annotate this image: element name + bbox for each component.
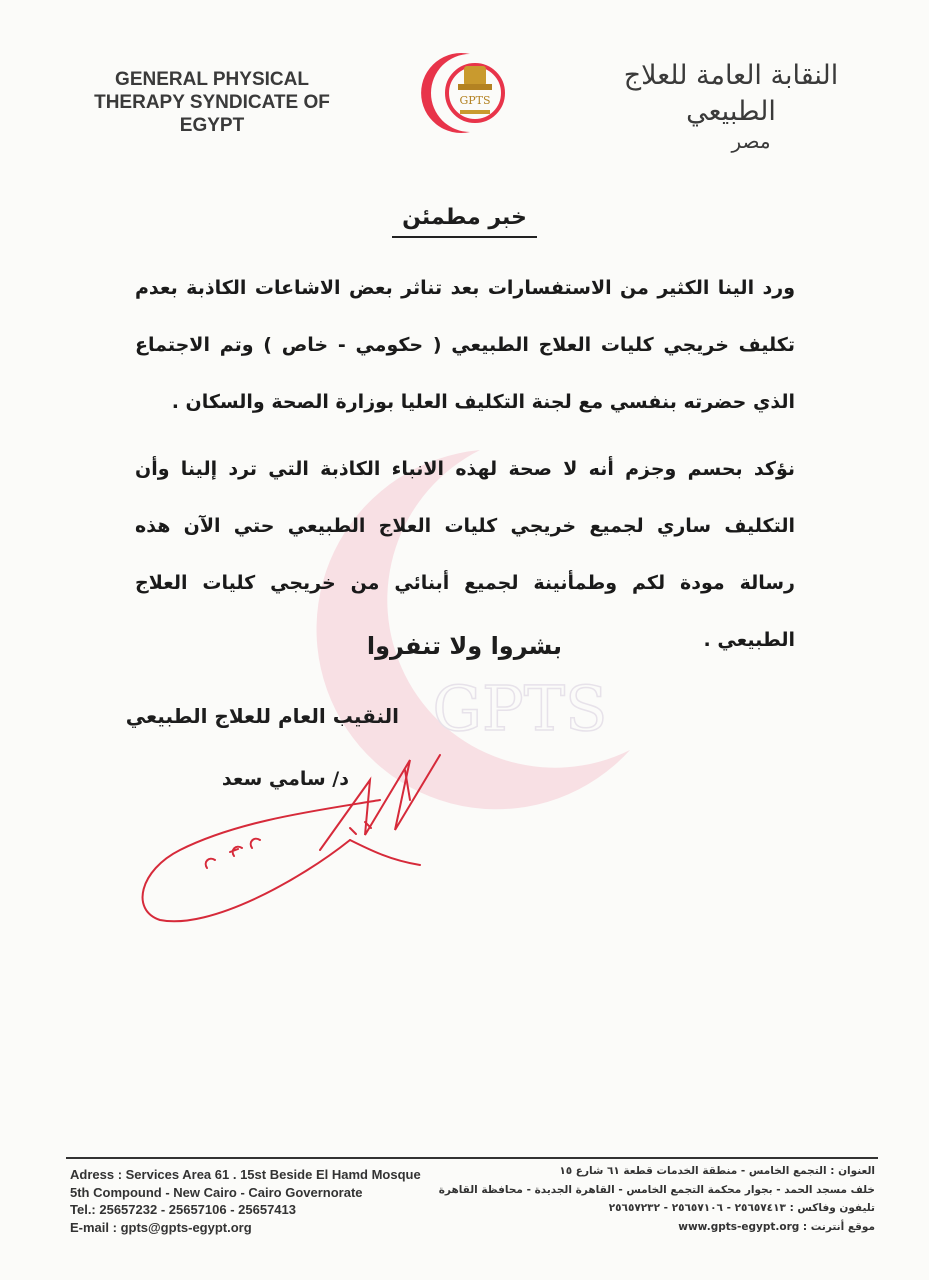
footer-arabic-contact — [438, 1162, 875, 1236]
letter-title — [0, 205, 929, 230]
footer-telephone-ar: تليفون وفاكس : ٢٥٦٥٧٤١٣ - ٢٥٦٥٧١٠٦ - ٢٥٦٥٧٢٣٢ — [608, 1202, 875, 1214]
gpts-logo — [420, 48, 520, 138]
english-name-line-1: GENERAL PHYSICAL — [115, 69, 309, 90]
footer-divider — [66, 1157, 878, 1159]
english-organization-name — [62, 68, 362, 137]
paragraph-1: ورد الينا الكثير من الاستفسارات بعد تناثر بعض الاشاعات الكاذبة بعدم تكليف خريجي كليات العلاج الطبيعي ( حكومي - خاص ) وتم الاجتماع الذي حضرته بنفسي مع لجنة التكليف العليا بوزارة الصحة والسكان . — [135, 277, 795, 413]
signatory-name: د/ سامي سعد — [221, 768, 349, 790]
logo-text: GPTS — [459, 94, 491, 107]
english-name-line-3: EGYPT — [179, 115, 245, 136]
signatory-title: النقيب العام للعلاج الطبيعي — [125, 704, 399, 728]
footer-website-ar: موقع أنترنت : www.gpts-egypt.org — [678, 1220, 875, 1233]
slogan: بشروا ولا تنفروا — [366, 632, 563, 660]
footer-address-ar: العنوان : التجمع الخامس - منطقة الخدمات قطعة ٦١ شارع ١٥ — [559, 1165, 875, 1177]
footer-email-en: E-mail : gpts@gpts-egypt.org — [70, 1219, 252, 1235]
arabic-organization-name — [581, 58, 881, 152]
footer-location-ar: خلف مسجد الحمد - بجوار محكمة التجمع الخامس - القاهرة الجديدة - محافظة القاهرة — [438, 1183, 875, 1196]
footer-english-contact — [70, 1166, 490, 1236]
handwritten-signature — [120, 740, 460, 940]
arabic-name: النقابة العامة للعلاج الطبيعي — [623, 60, 839, 127]
paragraph-2: نؤكد بحسم وجزم أنه لا صحة لهذه الانباء الكاذبة التي ترد إلينا وأن التكليف ساري لجميع خريجي كليات العلاج الطبيعي حتي الآن هذه رسالة مودة لكم وطمأنينة لجميع أبنائي من خريجي كليات العلاج الطبيعي . — [135, 458, 795, 651]
arabic-country: مصر — [731, 129, 771, 153]
watermark-text: GPTS — [432, 672, 608, 745]
footer-address-en: Adress : Services Area 61 . 15st Beside El Hamd Mosque — [70, 1167, 421, 1182]
letter-title-text: خبر مطمئن — [392, 205, 537, 238]
footer-telephone-en: Tel.: 25657232 - 25657106 - 25657413 — [70, 1202, 296, 1217]
english-name-line-2: THERAPY SYNDICATE OF — [94, 92, 330, 113]
footer-compound-en: 5th Compound - New Cairo - Cairo Governorate — [70, 1184, 363, 1200]
